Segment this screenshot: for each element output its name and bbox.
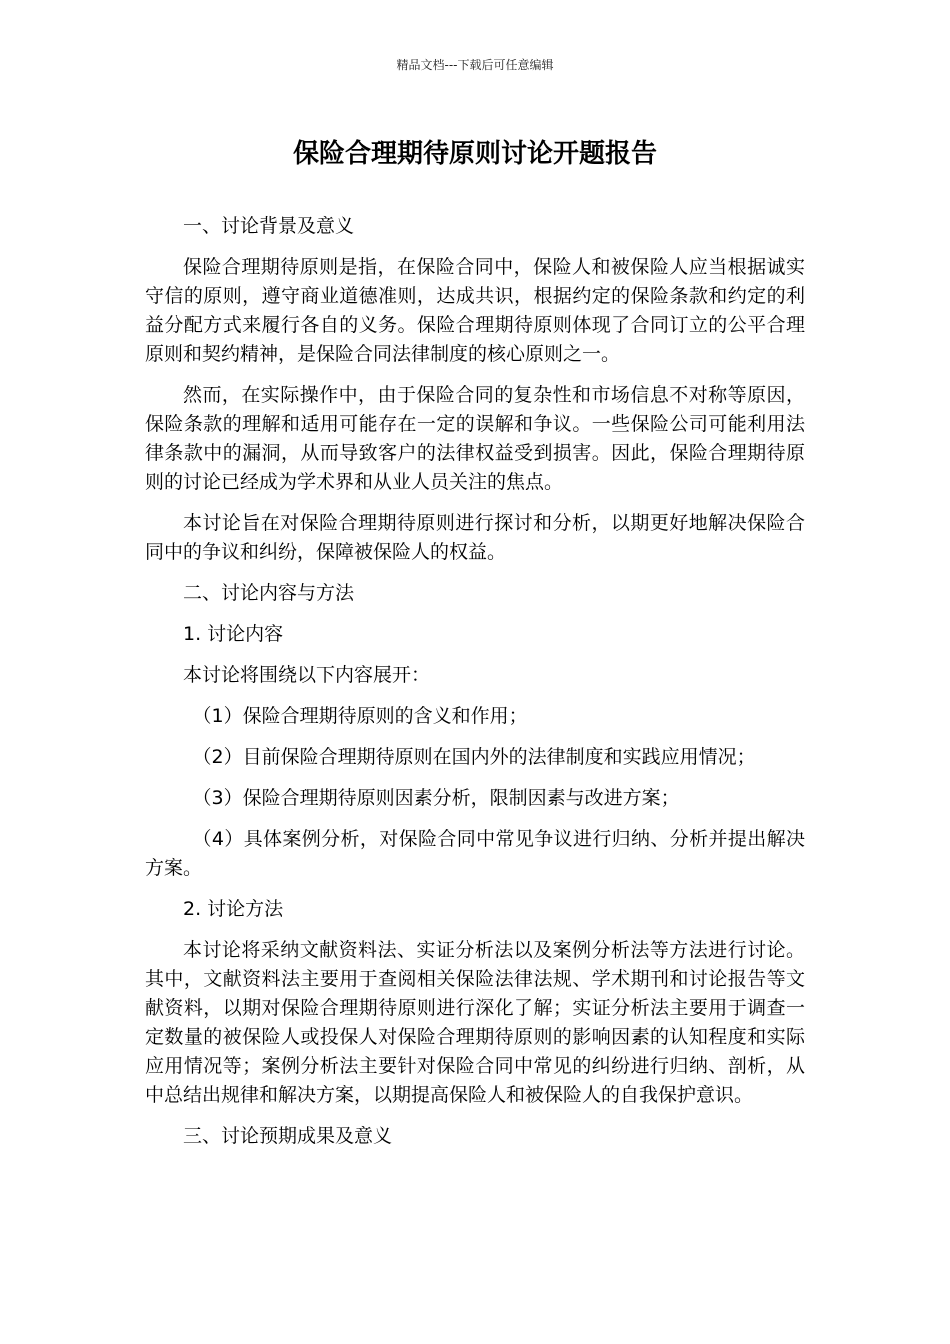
section-2-subheading-method: 2. 讨论方法 xyxy=(183,898,284,920)
list-item: （2）目前保险合理期待原则在国内外的法律制度和实践应用情况； xyxy=(192,746,756,768)
section-2-intro: 本讨论将围绕以下内容展开： xyxy=(183,664,431,686)
list-item: （3）保险合理期待原则因素分析，限制因素与改进方案； xyxy=(192,787,680,809)
section-1-paragraph-1: 保险合理期待原则是指，在保险合同中，保险人和被保险人应当根据诚实守信的原则，遵守商业道德准则，达成共识，根据约定的保险条款和约定的利益分配方式来履行各自的义务。保险合理期待原则体现了合同订立的公平合理原则和契约精神，是保险合同法律制度的核心原则之一。 xyxy=(145,256,805,365)
section-2-subheading-content: 1. 讨论内容 xyxy=(183,623,284,645)
section-1-paragraph-3: 本讨论旨在对保险合理期待原则进行探讨和分析，以期更好地解决保险合同中的争议和纠纷，保障被保险人的权益。 xyxy=(145,512,805,563)
section-2-heading: 二、讨论内容与方法 xyxy=(183,582,355,604)
list-item: （4）具体案例分析，对保险合同中常见争议进行归纳、分析并提出解决方案。 xyxy=(145,828,805,879)
document-body xyxy=(145,212,805,1163)
list-item: （1）保险合理期待原则的含义和作用； xyxy=(192,705,528,727)
section-1-heading: 一、讨论背景及意义 xyxy=(183,215,355,237)
document-title: 保险合理期待原则讨论开题报告 xyxy=(292,139,657,169)
page-header: 精品文档---下载后可任意编辑 xyxy=(396,58,554,72)
section-1-paragraph-2: 然而，在实际操作中，由于保险合同的复杂性和市场信息不对称等原因，保险条款的理解和适用可能存在一定的误解和争议。一些保险公司可能利用法律条款中的漏洞，从而导致客户的法律权益受到损害。因此，保险合理期待原则的讨论已经成为学术界和从业人员关注的焦点。 xyxy=(145,384,805,493)
section-2-method-paragraph: 本讨论将采纳文献资料法、实证分析法以及案例分析法等方法进行讨论。其中，文献资料法主要用于查阅相关保险法律法规、学术期刊和讨论报告等文献资料，以期对保险合理期待原则进行深化了解；实证分析法主要用于调查一定数量的被保险人或投保人对保险合理期待原则的影响因素的认知程度和实际应用情况等；案例分析法主要针对保险合同中常见的纠纷进行归纳、剖析，从中总结出规律和解决方案，以期提高保险人和被保险人的自我保护意识。 xyxy=(145,939,805,1106)
section-3-heading: 三、讨论预期成果及意义 xyxy=(183,1125,393,1147)
